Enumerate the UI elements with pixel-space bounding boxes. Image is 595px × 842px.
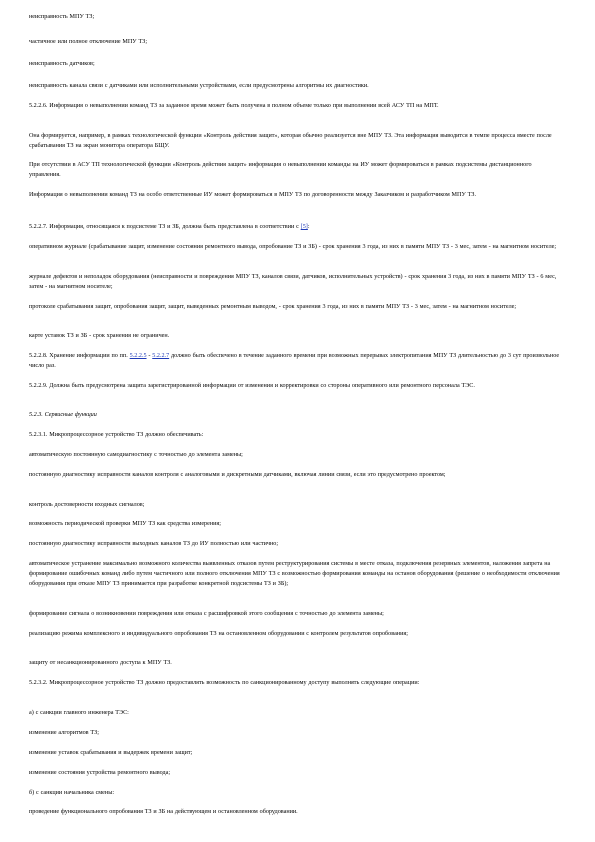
paragraph	[29, 222, 565, 232]
list-item: постоянную диагностику исправности каналов контроля с аналоговыми и дискретными датчиками, включая линии связи, если это предусмотрено проектом;	[29, 472, 446, 478]
list-item: карте уставок ТЗ и ЗБ - срок хранения не ограничен.	[29, 333, 170, 339]
reference-link[interactable]: 5.2.2.5	[129, 353, 147, 359]
list-item: изменение состояния устройства ремонтного вывода;	[29, 770, 171, 776]
list-item: реализацию режима комплексного и индивидуального опробования ТЗ на остановленном оборудовании с контролем результатов опробования;	[29, 631, 408, 637]
list-item: б) с санкции начальника смены:	[29, 790, 115, 796]
paragraph: Информация о невыполнении команд ТЗ на особо ответственные ИУ может формироваться в МПУ ТЗ по договоренности между Заказчиком и разработчиком МПУ ТЗ.	[29, 192, 476, 198]
paragraph-text: 5.2.2.8. Хранение информации по пп.	[29, 353, 130, 359]
list-item: неисправность МПУ ТЗ;	[29, 14, 95, 20]
reference-link[interactable]: 5.2.2.7	[152, 353, 170, 359]
paragraph	[29, 351, 565, 371]
list-item: постоянную диагностику исправности выходных каналов ТЗ до ИУ полностью или частично;	[29, 541, 279, 547]
list-item: частичное или полное отключение МПУ ТЗ;	[29, 39, 148, 45]
paragraph-text: :	[307, 224, 310, 230]
reference-link[interactable]: [5]	[300, 224, 308, 230]
list-item: автоматическую постоянную самодиагностику с точностью до элемента замены;	[29, 452, 243, 458]
list-item: проведение функционального опробования ТЗ и ЗБ на действующем и остановленном оборудовании.	[29, 809, 298, 815]
list-item: неисправность датчиков;	[29, 61, 95, 67]
list-item: неисправность канала связи с датчиками или исполнительными устройствами, если предусмотрены алгоритмы их диагностики.	[29, 83, 369, 89]
list-item: автоматическое устранение максимально возможного количества выявленных отказов путем реструктурирования системы в месте отказа, подключения резервных элементов, наложения запрета на формирование ошибочных команд либо путем частичного или полного отключения МПУ ТЗ с возможностью формирования команды на останов оборудования (решение о необходимости отключения оборудования при отказе МПУ ТЗ принимается при разработке конкретной подсистемы ТЗ и ЗБ);	[29, 561, 560, 588]
section-heading: 5.2.3. Сервисные функции	[29, 412, 97, 418]
paragraph: 5.2.2.9. Должна быть предусмотрена защита зарегистрированной информации от изменения и корректировки со стороны оперативного или ремонтного персонала ТЭС.	[29, 383, 475, 389]
paragraph: При отсутствии в АСУ ТП технологической функции «Контроль действия защит» информация о невыполнении команды на ИУ может формироваться в рамках подсистемы дистанционного управления.	[29, 162, 532, 179]
list-item: формирование сигнала о возникновении повреждения или отказа с расшифровкой этого сообщения с точностью до элемента замены;	[29, 611, 384, 617]
paragraph: 5.2.3.1. Микропроцессорное устройство ТЗ должно обеспечивать:	[29, 432, 204, 438]
paragraph-text: должно быть обеспечено в течение заданного времени при возможных перерывах электропитания МПУ ТЗ длительностью до 3 сут произвольное число раз.	[29, 353, 560, 370]
list-item: журнале дефектов и неполадок оборудования (неисправности и повреждения МПУ ТЗ, каналов связи, датчиков, исполнительных устройств) - срок хранения 3 года, из них в памяти МПУ ТЗ - 6 мес, затем - на магнитном носителе;	[29, 274, 557, 291]
list-item: изменение алгоритмов ТЗ;	[29, 730, 99, 736]
list-item: изменение уставок срабатывания и выдержек времени защит;	[29, 750, 193, 756]
paragraph-text: -	[146, 353, 153, 359]
list-item: защиту от несанкционированного доступа к МПУ ТЗ.	[29, 660, 172, 666]
paragraph: 5.2.3.2. Микропроцессорное устройство ТЗ должно предоставлять возможность по санкционированному доступу выполнять следующие операции:	[29, 680, 420, 686]
paragraph-text: 5.2.2.7. Информация, относящаяся к подсистеме ТЗ и ЗБ, должна быть представлена в соответствии с	[29, 224, 301, 230]
paragraph: Она формируется, например, в рамках технологической функции «Контроль действия защит», которая обычно реализуется вне МПУ ТЗ. Эта информация выводится в темпе процесса вместе после срабатывания ТЗ на экран монитора оператора БЩУ.	[29, 133, 552, 150]
list-item: контроль достоверности входных сигналов;	[29, 502, 145, 508]
list-item: возможность периодической проверки МПУ ТЗ как средства измерения;	[29, 521, 221, 527]
list-item: протоколе срабатывания защит, опробования защит, защит, выведенных ремонтным выводом, - срок хранения 3 года, из них в памяти МПУ ТЗ - 3 мес, затем - на магнитном носителе;	[29, 304, 517, 310]
list-item: оперативном журнале (срабатывание защит, изменение состояния ремонтного вывода, опробование ТЗ и ЗБ) - срок хранения 3 года, из них в памяти МПУ ТЗ - 3 мес, затем - на магнитном носителе;	[29, 244, 557, 250]
list-item: а) с санкции главного инженера ТЭС:	[29, 710, 129, 716]
paragraph: 5.2.2.6. Информация о невыполнении команд ТЗ за заданное время может быть получена в полном объеме только при выполнении всей АСУ ТП на МПТ.	[29, 103, 439, 109]
